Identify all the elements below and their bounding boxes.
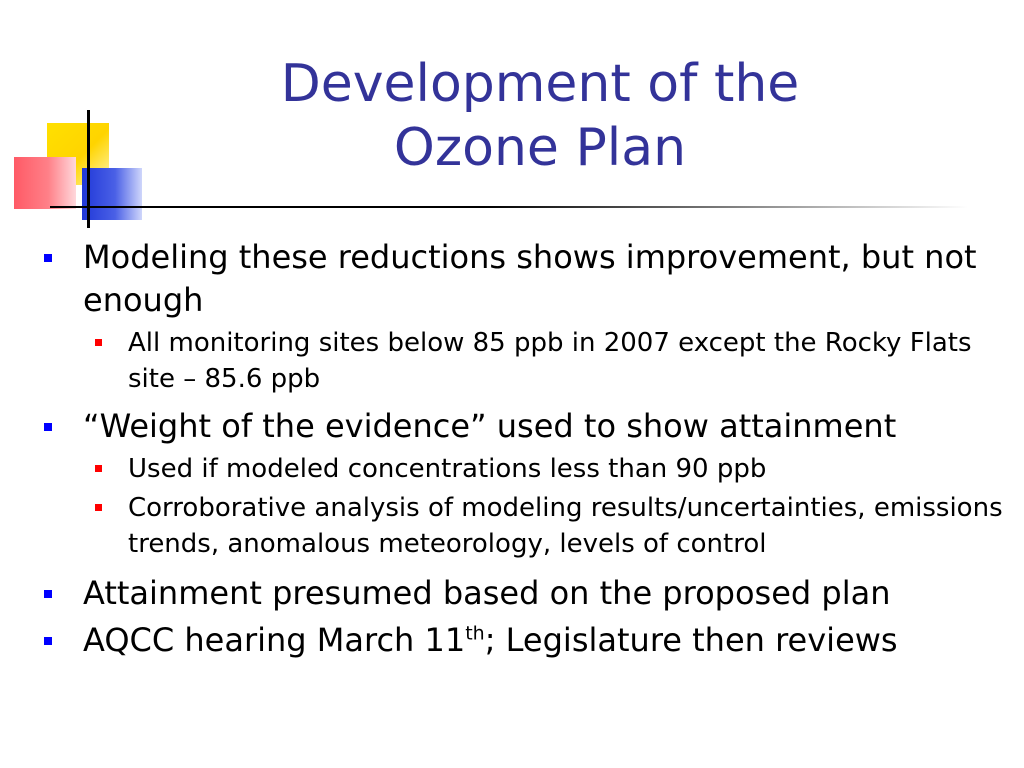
title-line-2: Ozone Plan <box>393 118 687 178</box>
blue-square-bullet-icon <box>44 423 52 431</box>
bullet-item <box>40 236 1010 322</box>
bullet-text-after-sup: ; Legislature then reviews <box>484 621 898 659</box>
slide-title <box>160 52 920 180</box>
blue-square-icon <box>82 168 142 220</box>
logo-vertical-line <box>87 110 90 228</box>
sub-bullet-item <box>83 451 1010 487</box>
red-square-bullet-icon <box>95 465 102 472</box>
bullet-item <box>40 619 1010 662</box>
red-square-bullet-icon <box>95 339 102 346</box>
red-square-bullet-icon <box>95 504 102 511</box>
blue-square-bullet-icon <box>44 254 52 262</box>
title-line-1: Development of the <box>280 54 800 114</box>
squares-logo-icon <box>0 0 160 240</box>
sub-bullet-item <box>83 490 1010 562</box>
sub-bullet-text: Corroborative analysis of modeling results/uncertainties, emissions trends, anomalous meteorology, levels of control <box>128 493 1003 559</box>
sub-bullet-text: All monitoring sites below 85 ppb in 2007 except the Rocky Flats site – 85.6 ppb <box>128 328 972 394</box>
ordinal-superscript: th <box>465 622 485 645</box>
red-square-icon <box>14 157 76 209</box>
bullet-text: “Weight of the evidence” used to show attainment <box>83 407 897 445</box>
bullet-text: Attainment presumed based on the proposed plan <box>83 574 891 612</box>
bullet-item <box>40 572 1010 615</box>
blue-square-bullet-icon <box>44 637 52 645</box>
bullet-text-before-sup: AQCC hearing March 11 <box>83 621 466 659</box>
bullet-text: Modeling these reductions shows improvement, but not enough <box>83 238 977 319</box>
sub-bullet-text: Used if modeled concentrations less than 90 ppb <box>128 454 767 484</box>
bullet-item <box>40 405 1010 448</box>
blue-square-bullet-icon <box>44 590 52 598</box>
title-divider <box>88 206 968 208</box>
sub-bullet-item <box>83 325 1010 397</box>
bullet-list <box>40 232 1010 662</box>
